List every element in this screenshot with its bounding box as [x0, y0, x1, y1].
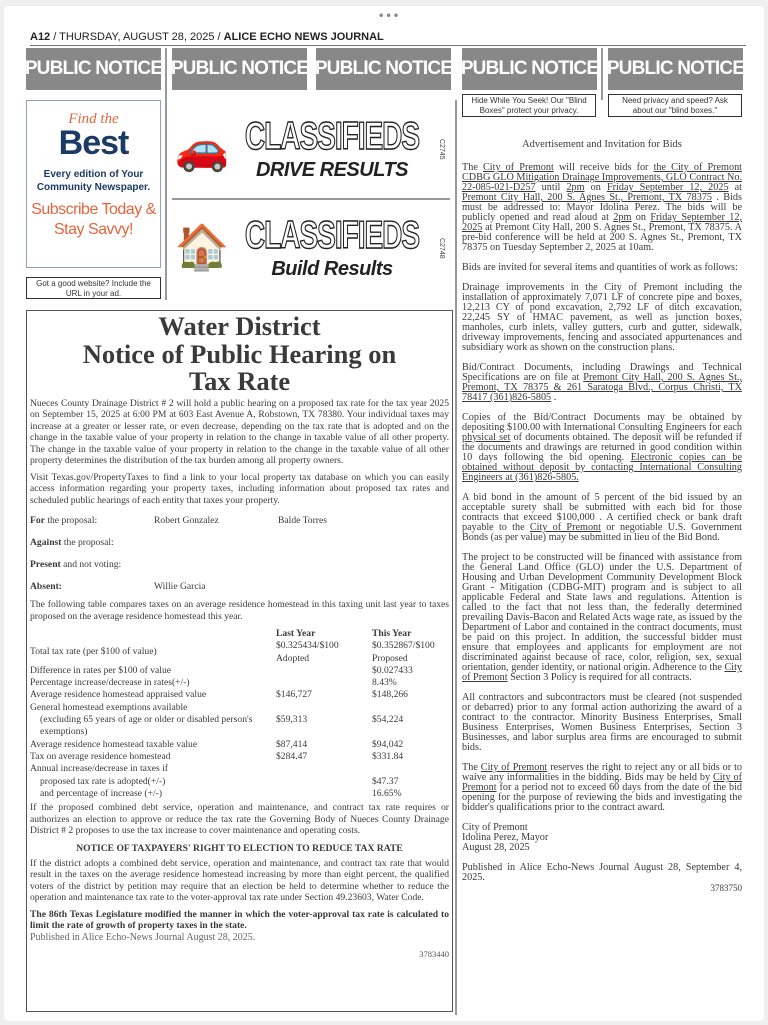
underlined-text: Friday September 12, 2025	[606, 182, 729, 193]
text: .	[551, 392, 557, 403]
row-sublabel: proposed tax rate is adopted(+/-)	[40, 775, 166, 787]
bid-paragraph	[462, 263, 742, 273]
vote-type: Absent:	[30, 580, 62, 592]
text: Drainage improvements in the City of Premont including the installation of approximately 7,071 LF of concrete pipe and boxes, 12,213 CY of pond excavation, 2,792 LF of ditch excavation, 22,245 SY of HMAC pavement, as well as junction boxes, manholes, curb inlets, valley gutters, curb and gutter, sidewalk, driveway improvements, fencing and associated appurtenances and subsidiary work as shown on the construction plans.	[462, 282, 742, 353]
row-label: Total tax rate (per $100 of value)	[30, 646, 157, 658]
row-sublabel: and percentage of increase (+/-)	[40, 787, 163, 799]
underlined-text: physical set	[462, 432, 511, 443]
notice-headline	[30, 313, 449, 396]
text: for a period not to exceed 60 days from the date of the bid opening for the purpose of reviewing the bids and investigating the bidder's qualifications prior to the contract award.	[462, 782, 742, 813]
ad-best: Best	[58, 124, 129, 162]
more-dots-icon[interactable]: •••	[378, 11, 401, 22]
bid-paragraph	[462, 693, 742, 753]
headline-line: Tax Rate	[188, 366, 291, 396]
notice-intro: Nueces County Drainage District # 2 will hold a public hearing on a proposed tax rate for the tax year 2025 on September 15, 2025 at 6:00 PM at 603 East Avenue A, Robstown, TX 78380. Your individual taxes may increase at a greater or lesser rate, or even decrease, depending on the tax rate that is adopted and on the change in the taxable value of your property in relation to the change in taxable value of all other property. The change in the taxable value of your property in relation to the change in the taxable value of all other property determines the distribution of the tax burden among all property owners.	[30, 397, 449, 466]
bid-paragraph	[462, 363, 742, 403]
published-line: Published in Alice Echo-News Journal August 28, 2025.	[30, 931, 256, 943]
member-name: Willie Garcia	[154, 580, 206, 592]
page-number: A12	[30, 31, 51, 43]
vote-row	[30, 509, 449, 531]
car-icon: 🚗	[174, 124, 230, 173]
text: or negotiable U.S. Government Bonds (as per value) may be submitted in lieu of the Bid Bond.	[462, 522, 743, 543]
vote-rest: and not voting:	[60, 558, 122, 570]
underlined-text: Electronic copies can be obtained without deposit by contacting International Consulting Engineers at (361)826-5805.	[462, 452, 743, 483]
ad-number: 3783440	[419, 948, 449, 959]
last-year-value	[276, 788, 372, 800]
divider	[172, 198, 450, 200]
text: Section 3 Policy is required for all contracts.	[507, 672, 692, 683]
underlined-text: Friday September 12, 2025	[462, 212, 742, 233]
public-notice-banner: PUBLIC NOTICE	[172, 48, 307, 90]
table-row	[30, 763, 449, 788]
public-notice-banner: PUBLIC NOTICE	[26, 48, 161, 90]
text: reserves the right to reject any or all bids or to waive any informalities in the bidding. Bids may be held by	[462, 762, 743, 783]
column-divider	[165, 48, 167, 300]
text: until	[535, 182, 567, 193]
underlined-text: City of Premont	[480, 762, 548, 773]
blind-box-ad: Hide While You Seek! Our "Blind Boxes" protect your privacy.	[462, 94, 596, 117]
public-notice-banner: PUBLIC NOTICE	[462, 48, 597, 90]
bid-paragraph	[462, 493, 742, 543]
underlined-text: City of Premont	[462, 662, 742, 683]
vote-label	[30, 559, 154, 570]
page-header: A12 / THURSDAY, AUGUST 28, 2025 / ALICE ECHO NEWS JOURNAL	[30, 31, 746, 46]
headline-line: Water District	[158, 311, 321, 341]
text: Bids are invited for several items and quantities of work as follows:	[462, 262, 738, 273]
vote-rest: the proposal:	[61, 536, 114, 548]
this-year-value: $94,042	[372, 738, 404, 750]
underlined-text: Premont City Hall, 200 S. Agnes St., Premont, TX 78375 & 261 Saratoga Blvd., Corpus Christi, TX 78417 (361)826-5805	[462, 372, 742, 403]
vote-label	[30, 581, 154, 592]
last-year-value	[276, 677, 372, 689]
house-icon: 🏠	[174, 223, 230, 272]
paper-name: ALICE ECHO NEWS JOURNAL	[223, 31, 384, 43]
this-year-value: $54,224	[372, 714, 404, 726]
row-label: Percentage increase/decrease in rates(+/-)	[30, 677, 190, 689]
this-year-value: 8.43%	[372, 677, 397, 689]
classifieds-tagline: DRIVE RESULTS	[255, 159, 409, 181]
this-year-value: $47.37	[372, 775, 399, 787]
last-year-value: $59,313	[276, 714, 308, 726]
bid-paragraph	[462, 553, 742, 683]
blind-box-ad: Need privacy and speed? Ask about our "blind boxes."	[608, 94, 742, 117]
water-district-notice	[26, 310, 453, 1012]
text: All contractors and subcontractors must be cleared (not suspended or debarred) prior to any formal action authorizing the award of a contract to the contractor. Minority Business Enterprises, Small Business Enterprises, Women Business Enterprises, Section 3 Businesses, and labor surplus area firms are encouraged to submit bids.	[462, 692, 742, 753]
underlined-text: City of Premont	[482, 162, 554, 173]
last-year-value	[276, 665, 372, 677]
text: Copies of the Bid/Contract Documents may be obtained by depositing $100.00 with International Consulting Engineers for each	[462, 412, 742, 433]
table-row	[30, 702, 449, 739]
row-label: Average residence homestead appraised value	[30, 689, 207, 701]
this-year-value: $0.027433	[372, 664, 413, 676]
combined-rate-text: If the proposed combined debt service, operation and maintenance, and contract tax rate requires or authorizes an election to approve or reduce the tax rate the Governing Body of Nueces County Drainage District # 2 proposes to use the tax increase to cover maintenance and operating costs.	[30, 802, 449, 837]
table-row	[30, 689, 449, 701]
text: at Premont City Hall, 200 S. Agnes St., Premont, TX 78375. A pre-bid conference will be held at 200 S. Agnes St., Premont, TX 78375 on Tuesday September 2, 2025 at 10am.	[462, 222, 742, 253]
headline-line: Notice of Public Hearing on	[82, 338, 397, 369]
row-label: General homestead exemptions available	[30, 701, 188, 713]
text: A bid bond in the amount of 5 percent of the bid issued by an acceptable surety shall be submitted with each bid for those contracts that exceed $100,000 . A certified check or bank draft payable to the	[462, 492, 742, 533]
find-the-best-ad	[26, 100, 161, 268]
table-row	[30, 751, 449, 763]
bid-notice	[462, 140, 742, 893]
signature-line: August 28, 2025	[462, 842, 530, 853]
last-year-value: $146,727	[276, 689, 312, 701]
vote-label	[30, 515, 154, 526]
row-label: Average residence homestead taxable value	[30, 738, 198, 750]
text: The project to be constructed will be financed with assistance from the General Land Office (GLO) under the U.S. Department of Housing and Urban Development Community Development Block Grant - Mitigation (CDBG-MIT) program and is subject to all applicable Federal and State laws and regulations. Attention is called to the fact that not less than, the federally determined prevailing Davis-Bacon and Related Acts wage rate, as issued by the Department of Labor and contained in the contract documents, must be paid on this project. In addition, the successful bidder must ensure that employees and applicants for employment are not discriminated against because of race, color, religion, sex, sexual orientation, gender identity, or national origin. Adherence to the	[462, 552, 742, 673]
table-row	[30, 640, 449, 665]
underlined-text: Premont City Hall, 200 S. Agnes St., Premont, TX 78375	[462, 192, 713, 203]
last-year-value: $0.325434/$100 Adopted	[276, 640, 339, 664]
row-label: Annual increase/decrease in taxes if	[30, 763, 168, 775]
published-line: Published in Alice Echo-News Journal August 28, September 4, 2025.	[462, 862, 742, 883]
signature-line: Idolina Perez, Mayor	[462, 832, 549, 843]
col-header: This Year	[372, 628, 412, 639]
signature	[462, 823, 742, 853]
ad-code: C2748	[438, 237, 445, 259]
text: The	[462, 162, 483, 173]
last-year-value	[276, 763, 372, 788]
underlined-text: City of Premont	[462, 772, 742, 793]
column-divider	[455, 100, 457, 1015]
table-row	[30, 665, 449, 677]
this-year-value: 16.65%	[372, 787, 402, 799]
bid-paragraph	[462, 283, 742, 353]
text: at	[728, 182, 742, 193]
vote-rest: the proposal:	[44, 514, 98, 526]
table-row	[30, 677, 449, 689]
vote-row	[30, 553, 449, 575]
this-year-value: $148,266	[372, 689, 408, 701]
ad-find: Find the	[68, 111, 119, 127]
underlined-text: the City of Premont CDBG GLO Mitigation Drainage Improvements, GLO Contract No. 22-085-021-D257	[462, 162, 742, 193]
vote-row	[30, 531, 449, 553]
text: Bid/Contract Documents, including Drawings and Technical Specifications are on file at	[462, 362, 742, 383]
table-row	[30, 739, 449, 751]
classifieds-build-ad	[172, 204, 450, 292]
page-date: THURSDAY, AUGUST 28, 2025	[59, 31, 215, 43]
ad-subscribe: Subscribe Today & Stay Savvy!	[31, 201, 156, 238]
member-name: Robert Gonzalez	[154, 514, 219, 526]
bid-notice-title: Advertisement and Invitation for Bids	[522, 139, 682, 150]
classifieds-drive-ad	[172, 105, 450, 193]
vote-label	[30, 537, 154, 548]
last-year-value: $284.47	[276, 750, 308, 762]
ad-edition: Every edition of Your Community Newspaper.	[36, 169, 151, 193]
table-intro: The following table compares taxes on an average residence homestead in this taxing unit last year to taxes proposed on the average residence homestead this year.	[30, 599, 449, 622]
public-notice-banner: PUBLIC NOTICE	[316, 48, 451, 90]
member-name: Balde Torres	[278, 514, 327, 526]
vote-type: For	[30, 514, 45, 526]
text: of documents obtained. The deposit will be refunded if the documents and drawings are returned in good condition within 10 days following the bid opening.	[462, 432, 742, 463]
notice-visit: Visit Texas.gov/PropertyTaxes to find a link to your local property tax database on which you can easily access information regarding your property taxes, including information about proposed tax rates and scheduled public hearings of each entity that taxes your property.	[30, 471, 449, 506]
text: on	[584, 182, 607, 193]
last-year-value: $87,414	[276, 738, 308, 750]
vote-type: Against	[30, 536, 62, 548]
underlined-text: 2pm	[566, 182, 585, 193]
underlined-text: 2pm	[613, 212, 632, 223]
this-year-value: $0.352867/$100 Proposed	[372, 640, 435, 664]
bid-paragraph	[462, 763, 742, 813]
row-label: Difference in rates per $100 of value	[30, 664, 172, 676]
tax-table	[30, 628, 449, 800]
notice-body: If the district adopts a combined debt service, operation and maintenance, and contract tax rate that would result in the taxes on the average residence homestead increasing by more than eight percent, the qualified voters of the district by petition may require that an election be held to determine whether to reduce the operation and maintenance tax rate to the voter-approval tax rate under Section 49.23603, Water Code.	[30, 857, 449, 904]
text: will receive bids for	[553, 162, 654, 173]
vote-type: Present	[30, 558, 61, 570]
this-year-value: $331.84	[372, 750, 404, 762]
notice-subtitle: NOTICE OF TAXPAYERS' RIGHT TO ELECTION TO REDUCE TAX RATE	[76, 842, 403, 854]
ad-number: 3783750	[710, 883, 742, 893]
row-sublabel: (excluding 65 years of age or older or disabled person's exemptions)	[40, 714, 253, 738]
text: on	[631, 212, 651, 223]
bid-paragraph	[462, 413, 742, 483]
text: The	[462, 762, 481, 773]
underlined-text: City of Premont	[529, 522, 601, 533]
column-divider	[601, 48, 603, 100]
public-notice-banner: PUBLIC NOTICE	[608, 48, 743, 90]
bid-paragraph	[462, 163, 742, 253]
classifieds-title: CLASSIFIEDS	[232, 216, 432, 255]
classifieds-title: CLASSIFIEDS	[232, 117, 432, 156]
legislature-text: The 86th Texas Legislature modified the manner in which the voter-approval tax rate is calculated to limit the rate of growth of property taxes in the state.	[30, 908, 449, 932]
col-header: Last Year	[276, 628, 316, 639]
row-label: Tax on average residence homestead	[30, 750, 171, 762]
classifieds-tagline: Build Results	[271, 258, 393, 280]
website-ad: Got a good website? Include the URL in your ad.	[26, 277, 161, 299]
vote-row	[30, 575, 449, 597]
signature-line: City of Premont	[462, 822, 528, 833]
table-row	[30, 788, 449, 800]
text: . Bids must be addressed to: Mayor Idolina Perez. The bids will be publicly opened and read aloud at	[462, 192, 742, 223]
ad-code: C2745	[438, 138, 445, 160]
